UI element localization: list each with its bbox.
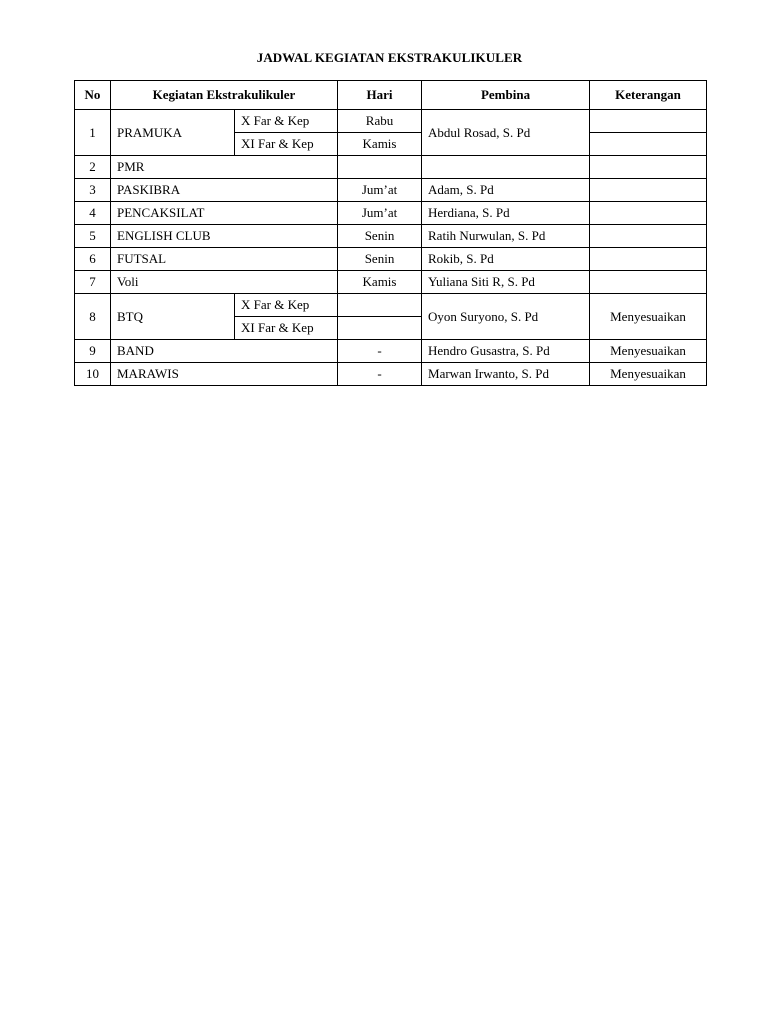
cell-no: 7 <box>75 271 111 294</box>
cell-keterangan <box>590 271 707 294</box>
table-row <box>75 179 707 202</box>
header-keterangan: Keterangan <box>590 81 707 110</box>
table-row <box>75 248 707 271</box>
cell-pembina <box>422 156 590 179</box>
cell-pembina: Ratih Nurwulan, S. Pd <box>422 225 590 248</box>
cell-hari <box>338 294 422 317</box>
cell-keterangan <box>590 248 707 271</box>
cell-hari: Senin <box>338 225 422 248</box>
cell-kegiatan: PRAMUKA <box>111 110 235 156</box>
header-kegiatan: Kegiatan Ekstrakulikuler <box>111 81 338 110</box>
schedule-table <box>74 80 707 386</box>
cell-kegiatan: ENGLISH CLUB <box>111 225 338 248</box>
cell-pembina: Adam, S. Pd <box>422 179 590 202</box>
cell-keterangan: Menyesuaikan <box>590 340 707 363</box>
cell-keterangan: Menyesuaikan <box>590 363 707 386</box>
cell-pembina: Abdul Rosad, S. Pd <box>422 110 590 156</box>
cell-hari: Rabu <box>338 110 422 133</box>
cell-keterangan <box>590 110 707 133</box>
cell-keterangan <box>590 156 707 179</box>
table-row <box>75 271 707 294</box>
cell-pembina: Hendro Gusastra, S. Pd <box>422 340 590 363</box>
cell-hari: - <box>338 363 422 386</box>
cell-pembina: Rokib, S. Pd <box>422 248 590 271</box>
header-pembina: Pembina <box>422 81 590 110</box>
cell-no: 5 <box>75 225 111 248</box>
cell-hari: - <box>338 340 422 363</box>
cell-hari: Jum’at <box>338 179 422 202</box>
cell-hari: Kamis <box>338 271 422 294</box>
table-row <box>75 340 707 363</box>
table-row <box>75 225 707 248</box>
cell-no: 2 <box>75 156 111 179</box>
cell-keterangan: Menyesuaikan <box>590 294 707 340</box>
cell-no: 3 <box>75 179 111 202</box>
cell-no: 1 <box>75 110 111 156</box>
table-row <box>75 294 707 317</box>
cell-pembina: Oyon Suryono, S. Pd <box>422 294 590 340</box>
cell-kegiatan: FUTSAL <box>111 248 338 271</box>
cell-kelas: X Far & Kep <box>235 110 338 133</box>
cell-pembina: Marwan Irwanto, S. Pd <box>422 363 590 386</box>
cell-kelas: XI Far & Kep <box>235 133 338 156</box>
cell-hari: Kamis <box>338 133 422 156</box>
document-title: JADWAL KEGIATAN EKSTRAKULIKULER <box>256 50 523 65</box>
cell-no: 8 <box>75 294 111 340</box>
table-row <box>75 363 707 386</box>
cell-kegiatan: PMR <box>111 156 338 179</box>
cell-keterangan <box>590 225 707 248</box>
cell-no: 10 <box>75 363 111 386</box>
cell-hari: Senin <box>338 248 422 271</box>
cell-kegiatan: BAND <box>111 340 338 363</box>
table-row <box>75 202 707 225</box>
table-row <box>75 156 707 179</box>
cell-kelas: XI Far & Kep <box>235 317 338 340</box>
cell-no: 6 <box>75 248 111 271</box>
cell-hari: Jum’at <box>338 202 422 225</box>
cell-hari <box>338 317 422 340</box>
cell-kegiatan: PASKIBRA <box>111 179 338 202</box>
cell-kegiatan: MARAWIS <box>111 363 338 386</box>
cell-pembina: Yuliana Siti R, S. Pd <box>422 271 590 294</box>
cell-no: 9 <box>75 340 111 363</box>
cell-keterangan <box>590 133 707 156</box>
table-header-row <box>75 81 707 110</box>
cell-kegiatan: PENCAKSILAT <box>111 202 338 225</box>
table-row <box>75 110 707 133</box>
header-hari: Hari <box>338 81 422 110</box>
cell-kegiatan: BTQ <box>111 294 235 340</box>
cell-pembina: Herdiana, S. Pd <box>422 202 590 225</box>
cell-keterangan <box>590 202 707 225</box>
cell-keterangan <box>590 179 707 202</box>
cell-kegiatan: Voli <box>111 271 338 294</box>
cell-hari <box>338 156 422 179</box>
header-no: No <box>75 81 111 110</box>
cell-no: 4 <box>75 202 111 225</box>
cell-kelas: X Far & Kep <box>235 294 338 317</box>
